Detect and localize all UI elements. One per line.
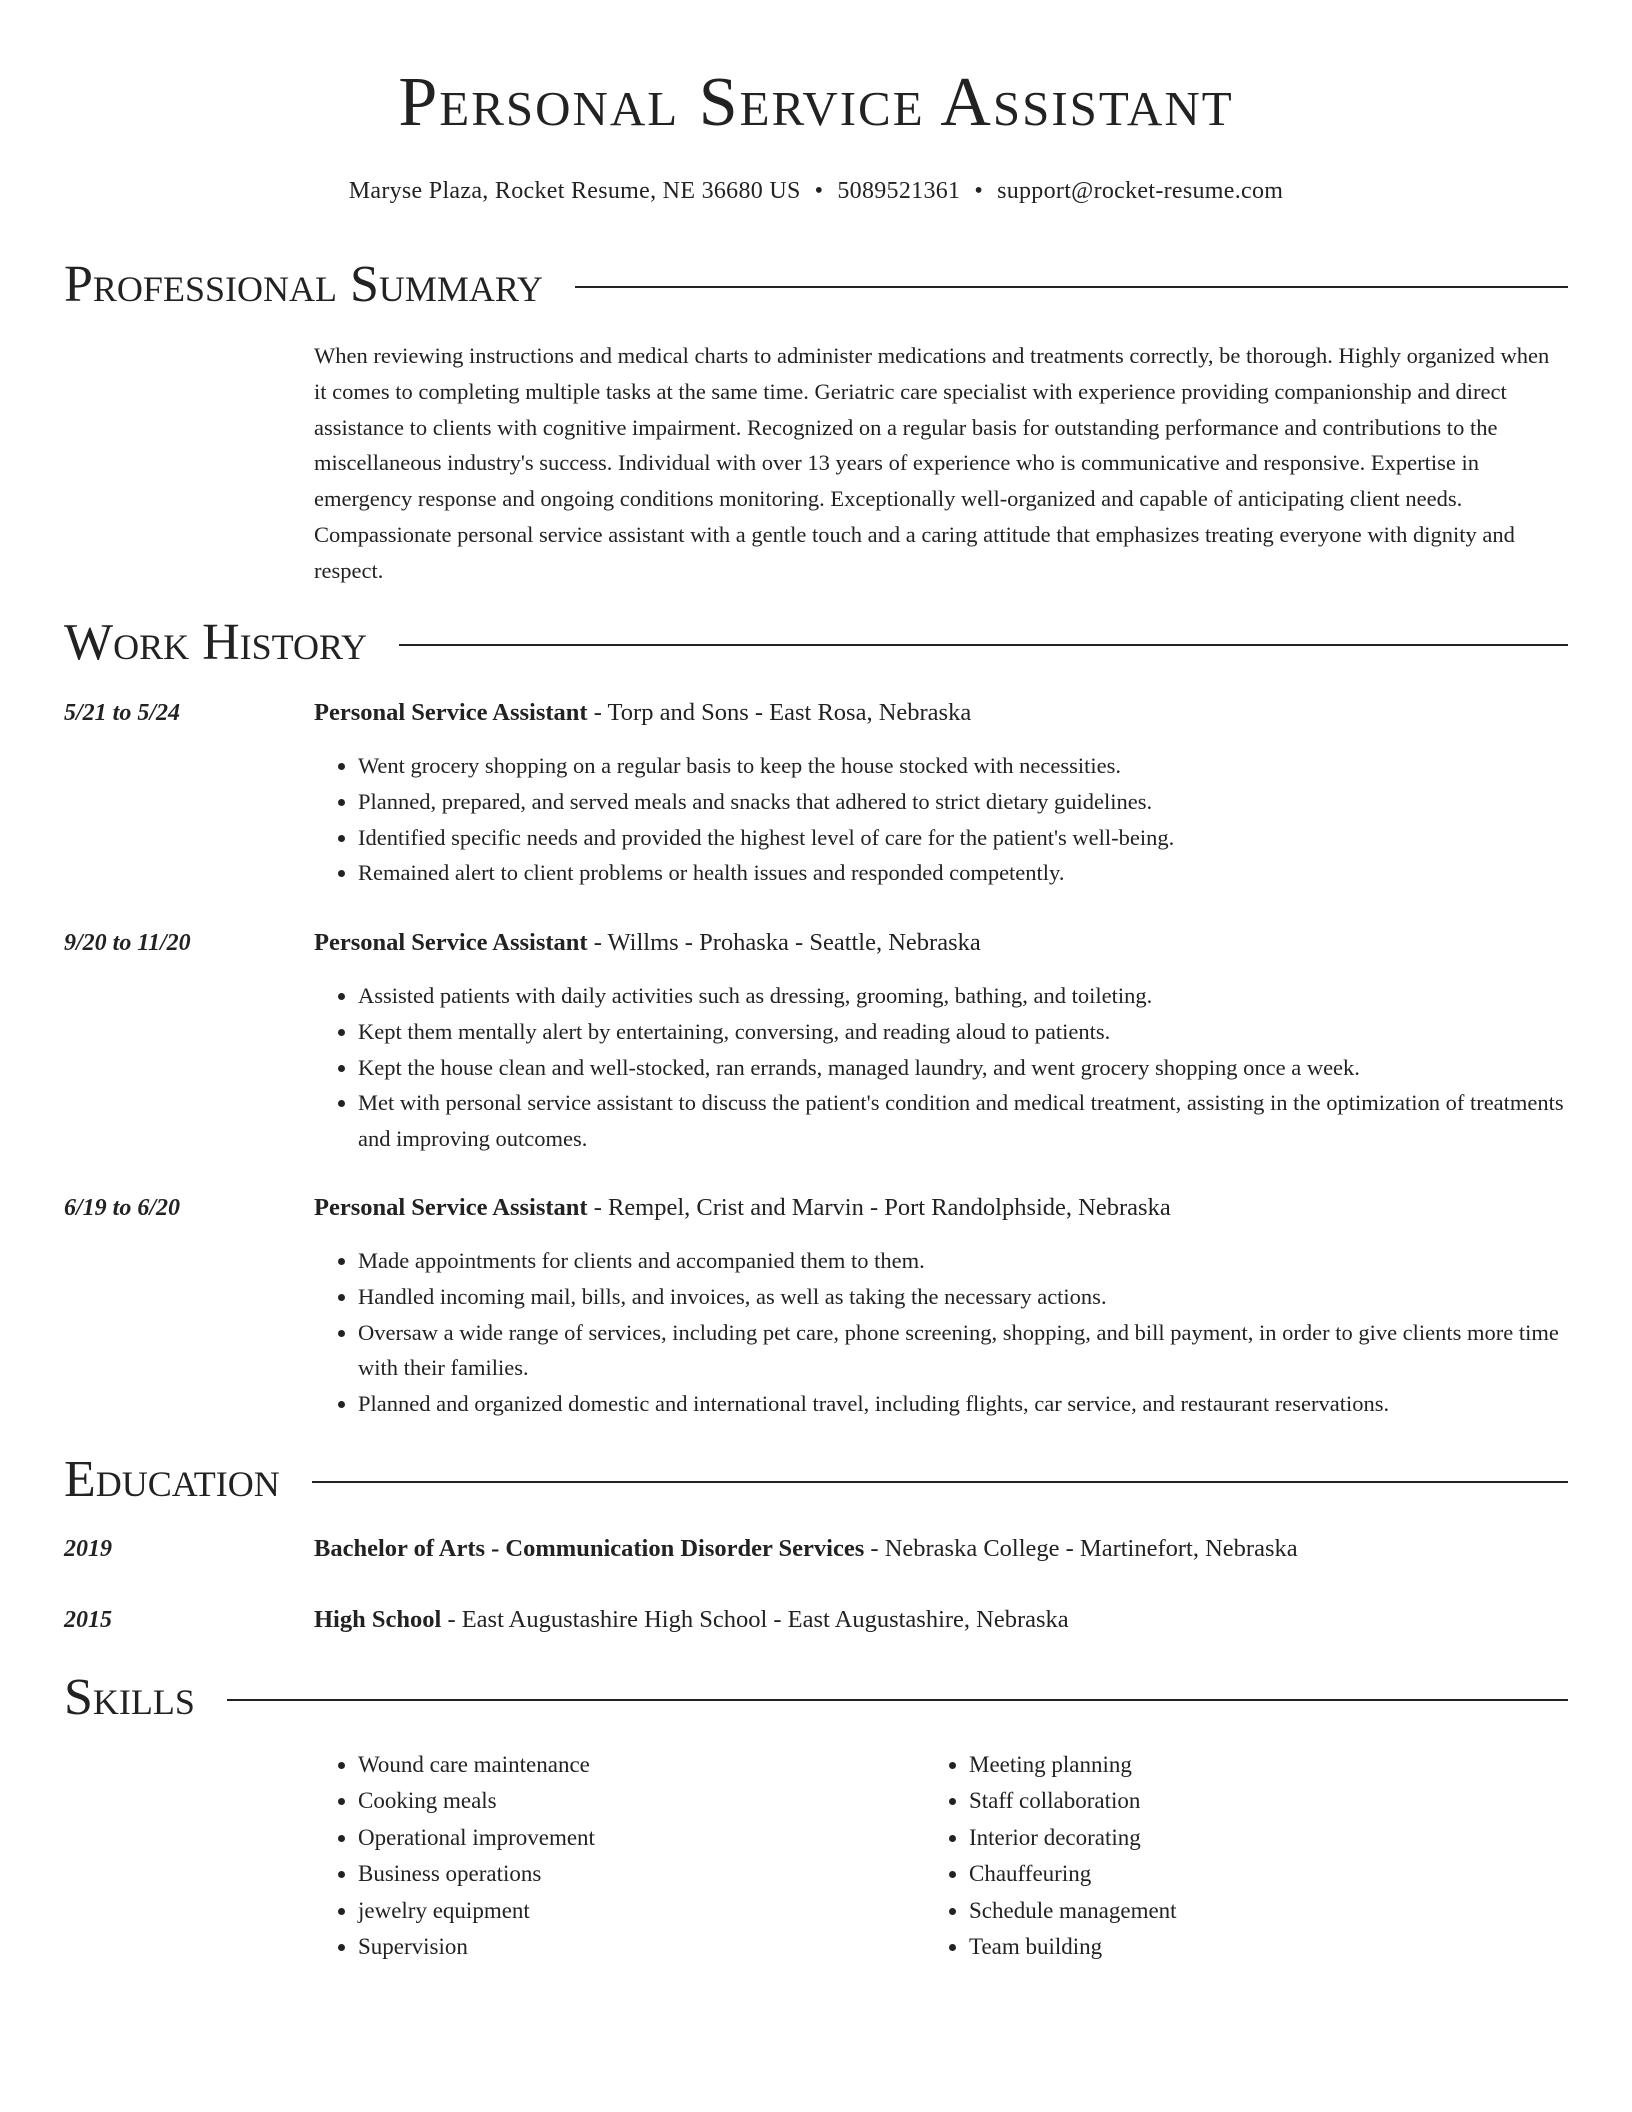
job-bullet: • Kept them mentally alert by entertaining, conversing, and reading aloud to patients. — [358, 1014, 1564, 1050]
section-header-education — [64, 1448, 1568, 1512]
section-title: Work History — [64, 614, 368, 671]
education-heading — [314, 1604, 1568, 1636]
skill-item: • Staff collaboration — [969, 1783, 1529, 1819]
job-bullet: • Planned, prepared, and served meals and snacks that adhered to strict dietary guidelines. — [358, 784, 1564, 820]
job-bullet: • Handled incoming mail, bills, and invoices, as well as taking the necessary actions. — [358, 1279, 1564, 1315]
contact-phone: 5089521361 — [837, 178, 961, 204]
job-bullet: • Remained alert to client problems or health issues and responded competently. — [358, 855, 1564, 891]
section-divider — [227, 1699, 1568, 1701]
skill-item: • Wound care maintenance — [358, 1747, 918, 1783]
section-header-skills — [64, 1666, 1568, 1730]
job-heading — [314, 1192, 1568, 1224]
education-year: 2019 — [64, 1536, 112, 1562]
summary-text: When reviewing instructions and medical charts to administer medications and treatments correctly, be thorough. Highly organized when it comes to completing multiple tasks at the same time. Geriatric care specialist with experience providing companionship and direct assistance to clients with cognitive impairment. Recognized on a regular basis for outstanding performance and contributions to the miscellaneous industry's success. Individual with over 13 years of experience who is communicative and responsive. Expertise in emergency response and ongoing conditions monitoring. Exceptionally well-organized and capable of anticipating client needs. Compassionate personal service assistant with a gentle touch and a caring attitude that emphasizes treating everyone with dignity and respect. — [314, 343, 1550, 583]
section-divider — [399, 644, 1568, 646]
contact-address: Maryse Plaza, Rocket Resume, NE 36680 US — [348, 178, 801, 204]
section-divider — [312, 1481, 1568, 1483]
education-year: 2015 — [64, 1607, 112, 1633]
job-bullets — [314, 978, 1564, 1157]
job-bullet: • Went grocery shopping on a regular basis to keep the house stocked with necessities. — [358, 748, 1564, 784]
job-bullet: • Met with personal service assistant to discuss the patient's condition and medical treatment, assisting in the optimization of treatments and improving outcomes. — [358, 1085, 1564, 1157]
section-header-summary — [64, 253, 1568, 317]
job-heading — [314, 927, 1568, 959]
section-divider — [575, 286, 1568, 288]
skills-list-right — [925, 1747, 1529, 1965]
skill-item: • Team building — [969, 1929, 1529, 1965]
contact-email: support@rocket-resume.com — [997, 178, 1284, 204]
contact-separator: • — [974, 178, 984, 204]
job-details: - Rempel, Crist and Marvin - Port Randolphside, Nebraska — [587, 1194, 1171, 1221]
job-bullet: • Assisted patients with daily activities such as dressing, grooming, bathing, and toileting. — [358, 978, 1564, 1014]
skill-item: • Operational improvement — [358, 1820, 918, 1856]
job-dates: 6/19 to 6/20 — [64, 1195, 181, 1221]
contact-line — [0, 175, 1632, 207]
skill-item: • Supervision — [358, 1929, 918, 1965]
job-bullet: • Identified specific needs and provided the highest level of care for the patient's well-being. — [358, 820, 1564, 856]
skill-item: • jewelry equipment — [358, 1893, 918, 1929]
job-details: - Torp and Sons - East Rosa, Nebraska — [587, 699, 972, 726]
skills-list-left — [314, 1747, 918, 1965]
job-heading — [314, 697, 1568, 729]
job-bullets — [314, 1243, 1564, 1422]
job-dates: 5/21 to 5/24 — [64, 700, 181, 726]
job-dates: 9/20 to 11/20 — [64, 930, 191, 956]
section-header-work-history — [64, 611, 1568, 675]
section-title: Education — [64, 1451, 280, 1508]
job-bullet: • Made appointments for clients and accompanied them to them. — [358, 1243, 1564, 1279]
job-bullet: • Planned and organized domestic and international travel, including flights, car service, and restaurant reservations. — [358, 1386, 1564, 1422]
education-degree: Bachelor of Arts - Communication Disorder Services — [314, 1535, 865, 1562]
job-bullet: • Kept the house clean and well-stocked, ran errands, managed laundry, and went grocery shopping once a week. — [358, 1050, 1564, 1086]
skill-item: • Schedule management — [969, 1893, 1529, 1929]
job-bullet: • Oversaw a wide range of services, including pet care, phone screening, shopping, and bill payment, in order to give clients more time with their families. — [358, 1315, 1564, 1387]
skill-item: • Meeting planning — [969, 1747, 1529, 1783]
section-title: Skills — [64, 1669, 195, 1726]
education-details: - East Augustashire High School - East Augustashire, Nebraska — [441, 1606, 1069, 1633]
skill-item: • Cooking meals — [358, 1783, 918, 1819]
education-degree: High School — [314, 1606, 442, 1633]
job-title: Personal Service Assistant — [314, 929, 588, 956]
skill-item: • Chauffeuring — [969, 1856, 1529, 1892]
education-heading — [314, 1533, 1568, 1565]
job-bullets — [314, 748, 1564, 891]
section-title: Professional Summary — [64, 256, 543, 313]
job-details: - Willms - Prohaska - Seattle, Nebraska — [587, 929, 981, 956]
job-title: Personal Service Assistant — [314, 1194, 588, 1221]
skill-item: • Interior decorating — [969, 1820, 1529, 1856]
job-title: Personal Service Assistant — [314, 699, 588, 726]
skill-item: • Business operations — [358, 1856, 918, 1892]
resume-name: Personal Service Assistant — [398, 64, 1234, 141]
education-details: - Nebraska College - Martinefort, Nebraska — [864, 1535, 1298, 1562]
contact-separator: • — [814, 178, 824, 204]
